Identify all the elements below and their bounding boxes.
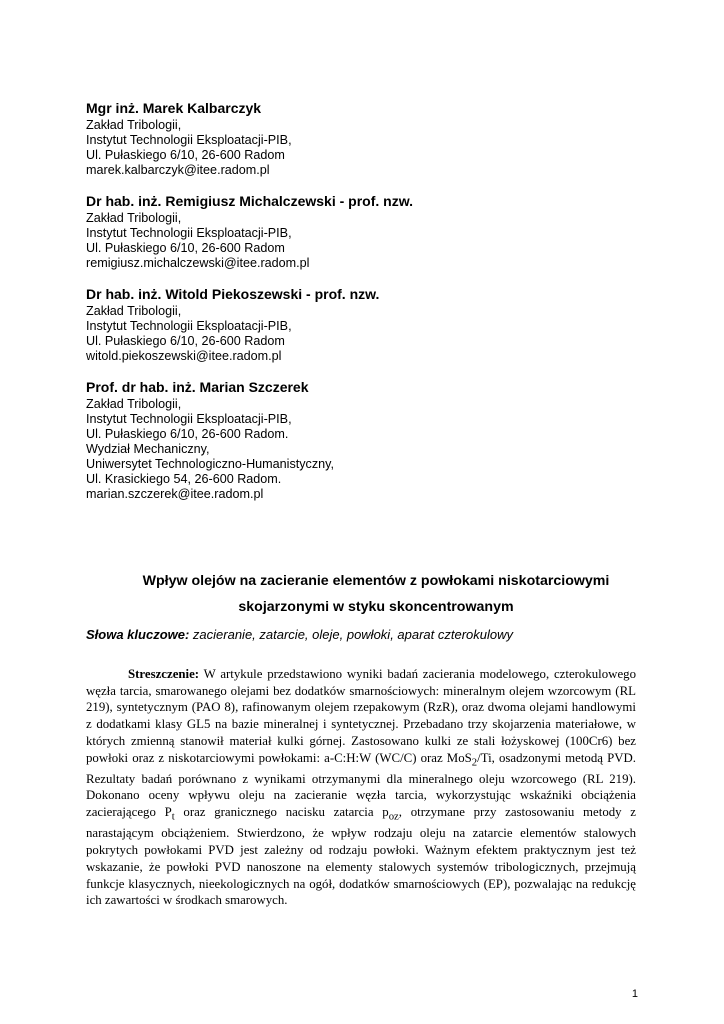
affiliation-line: Instytut Technologii Eksploatacji-PIB, xyxy=(86,133,292,147)
page-number: 1 xyxy=(631,988,638,1000)
affiliation-line: Ul. Pułaskiego 6/10, 26-600 Radom xyxy=(86,241,285,255)
authors-block xyxy=(86,99,646,516)
affiliation-line: Wydział Mechaniczny, xyxy=(86,442,210,456)
keywords-label: Słowa kluczowe: xyxy=(86,627,190,642)
abstract-label: Streszczenie: xyxy=(128,667,200,681)
affiliation-line: Zakład Tribologii, xyxy=(86,118,182,132)
author-email: witold.piekoszewski@itee.radom.pl xyxy=(86,349,282,363)
author-entry xyxy=(86,285,646,364)
keywords-text: zacieranie, zatarcie, oleje, powłoki, aparat czterokulowy xyxy=(189,627,514,642)
author-name: Dr hab. inż. Witold Piekoszewski - prof. nzw. xyxy=(86,286,380,302)
affiliation-line: Zakład Tribologii, xyxy=(86,211,182,225)
author-name: Prof. dr hab. inż. Marian Szczerek xyxy=(86,379,309,395)
keywords xyxy=(86,626,666,643)
subscript: t xyxy=(171,810,175,823)
affiliation-line: Uniwersytet Technologiczno-Humanistyczny, xyxy=(86,457,335,471)
affiliation-line: Ul. Pułaskiego 6/10, 26-600 Radom xyxy=(86,148,285,162)
abstract-text: oraz granicznego nacisku zatarcia p xyxy=(174,805,389,820)
abstract xyxy=(86,666,636,909)
author-email: marek.kalbarczyk@itee.radom.pl xyxy=(86,163,270,177)
affiliation-line: Instytut Technologii Eksploatacji-PIB, xyxy=(86,319,292,333)
author-entry xyxy=(86,192,646,271)
subscript: 2 xyxy=(471,756,478,769)
affiliation-line: Ul. Krasickiego 54, 26-600 Radom. xyxy=(86,472,282,486)
abstract-text: , otrzymane przy zastosowaniu metody z narastającym obciążeniem. Stwierdzono, że wpływ rodzaju oleju na zatarcie elementów stalowych pokrytych powłokami PVD jest zależny od rodzaju powłoki. Ważnym efektem praktycznym jest też wskazanie, że powłoki PVD nanoszone na elementy stalowych systemów tribologicznych, przejmują funkcje klasycznych, nieekologicznych na ogół, dodatków smarnościowych (EP), pozwalając na redukcję ich zawartości w środkach smarowych. xyxy=(86,805,636,908)
affiliation-line: Instytut Technologii Eksploatacji-PIB, xyxy=(86,412,292,426)
author-name: Dr hab. inż. Remigiusz Michalczewski - prof. nzw. xyxy=(86,193,413,209)
author-entry xyxy=(86,99,646,178)
abstract-text: /Ti, osadzonymi metodą PVD. Rezultaty badań porównano z wynikami otrzymanymi dla mineralnego oleju wzorcowego (RL 219). Dokonano oceny wpływu oleju na zacieranie węzła tarcia, wykorzystując wskaźniki obciążenia zacierającego P xyxy=(86,750,636,820)
author-email: marian.szczerek@itee.radom.pl xyxy=(86,487,264,501)
title-line: Wpływ olejów na zacieranie elementów z powłokami niskotarciowymi xyxy=(142,573,610,589)
affiliation-line: Ul. Pułaskiego 6/10, 26-600 Radom. xyxy=(86,427,289,441)
abstract-text: W artykule przedstawiono wyniki badań zacierania modelowego, czterokulowego węzła tarcia, smarowanego olejami bez dodatków smarnościowych: mineralnym olejem wzorcowym (RL 219), syntetycznym (PAO 8), rafinowanym olejem rzepakowym (RzR), oraz dwoma olejami handlowymi z dodatkami klasy GL5 na bazie mineralnej i syntetycznej. Przebadano trzy skojarzenia materiałowe, w których zmienną stanowił materiał kulki górnej. Zastosowano kulki ze stali łożyskowej (100Cr6) bez powłoki oraz z niskotarciowymi powłokami: a-C:H:W (WC/C) oraz MoS xyxy=(86,667,636,765)
affiliation-line: Ul. Pułaskiego 6/10, 26-600 Radom xyxy=(86,334,285,348)
paper-title xyxy=(86,568,666,620)
affiliation-line: Zakład Tribologii, xyxy=(86,304,182,318)
author-entry xyxy=(86,378,646,502)
affiliation-line: Instytut Technologii Eksploatacji-PIB, xyxy=(86,226,292,240)
affiliation-line: Zakład Tribologii, xyxy=(86,397,182,411)
author-name: Mgr inż. Marek Kalbarczyk xyxy=(86,100,262,116)
title-line: skojarzonymi w styku skoncentrowanym xyxy=(238,599,514,615)
subscript: oz xyxy=(388,810,399,823)
author-email: remigiusz.michalczewski@itee.radom.pl xyxy=(86,256,310,270)
